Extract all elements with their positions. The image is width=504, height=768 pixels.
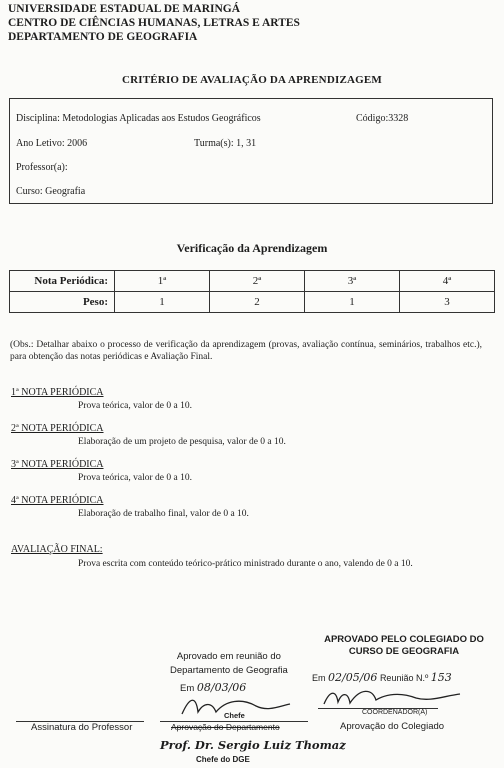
observation-text: (Obs.: Detalhar abaixo o processo de verificação da aprendizagem (provas, avaliação contínua, seminários, trabalhos etc.), para obtenção das notas periódicas e Avaliação Final. — [10, 340, 482, 362]
nota-4-desc: Elaboração de trabalho final, valor de 0 a 10. — [78, 509, 249, 519]
peso-4: 3 — [400, 292, 495, 313]
codigo: Código:3328 — [356, 113, 409, 124]
coordenador-label: COORDENADOR(A) — [362, 709, 428, 716]
nota-4: 4ª — [400, 271, 495, 292]
depto-line-2: Departamento de Geografia — [170, 665, 288, 676]
document-title: CRITÉRIO DE AVALIAÇÃO DA APRENDIZAGEM — [121, 74, 383, 86]
nota-3-title: 3ª NOTA PERIÓDICA — [11, 459, 104, 470]
depto-em: Em — [180, 683, 195, 694]
colegiado-signature — [320, 686, 470, 710]
aprovacao-depto-label: Aprovação do Departamento — [171, 722, 280, 732]
turma: Turma(s): 1, 31 — [194, 138, 257, 149]
depto-line-1: Aprovado em reunião do — [176, 651, 281, 662]
nota-2-desc: Elaboração de um projeto de pesquisa, valor de 0 a 10. — [78, 437, 286, 447]
colegiado-date: 02/05/06 — [328, 671, 378, 684]
chefe-dge-label: Chefe do DGE — [196, 755, 250, 764]
table-row — [10, 292, 495, 313]
final-title: AVALIAÇÃO FINAL: — [11, 544, 103, 555]
nota-1-title: 1ª NOTA PERIÓDICA — [11, 387, 104, 398]
nota-3: 3ª — [305, 271, 400, 292]
final-desc: Prova escrita com conteúdo teórico-prático ministrado durante o ano, valendo de 0 a 10. — [78, 559, 413, 569]
peso-label: Peso: — [10, 292, 115, 313]
colegiado-title-2: CURSO DE GEOGRAFIA — [348, 646, 460, 657]
disciplina: Disciplina: Metodologias Aplicadas aos Estudos Geográficos — [16, 113, 261, 124]
curso: Curso: Geografia — [16, 186, 86, 197]
colegiado-date-row — [312, 671, 452, 684]
assinatura-professor-label: Assinatura do Professor — [31, 722, 133, 733]
colegiado-reuniao: Reunião N.º — [379, 673, 429, 683]
colegiado-stamp — [314, 634, 494, 658]
peso-1: 1 — [115, 292, 210, 313]
nota-2-title: 2ª NOTA PERIÓDICA — [11, 423, 104, 434]
depto-date: 08/03/06 — [196, 681, 247, 694]
nota-3-desc: Prova teórica, valor de 0 a 10. — [78, 473, 192, 483]
course-info-box — [9, 98, 493, 204]
ano-letivo: Ano Letivo: 2006 — [16, 138, 88, 149]
depto-date-row — [180, 681, 246, 694]
peso-2: 2 — [210, 292, 305, 313]
grades-table — [9, 270, 495, 313]
colegiado-em: Em — [312, 673, 326, 683]
nota-label: Nota Periódica: — [10, 271, 115, 292]
nota-2: 2ª — [210, 271, 305, 292]
aprovacao-colegiado-label: Aprovação do Colegiado — [340, 721, 445, 732]
center-name: CENTRO DE CIÊNCIAS HUMANAS, LETRAS E ARTES — [8, 17, 300, 29]
institution-header — [8, 2, 300, 44]
departamento-stamp — [170, 650, 288, 678]
nota-1-desc: Prova teórica, valor de 0 a 10. — [78, 401, 192, 411]
department-name: DEPARTAMENTO DE GEOGRAFIA — [8, 31, 198, 43]
peso-3: 1 — [305, 292, 400, 313]
colegiado-title-1: APROVADO PELO COLEGIADO DO — [324, 634, 484, 645]
nota-4-title: 4ª NOTA PERIÓDICA — [11, 495, 104, 506]
university-name: UNIVERSIDADE ESTADUAL DE MARINGÁ — [8, 3, 241, 15]
colegiado-reuniao-num: 153 — [430, 671, 452, 684]
table-row — [10, 271, 495, 292]
professor: Professor(a): — [16, 162, 68, 173]
professor-name: Prof. Dr. Sergio Luiz Thomaz — [160, 738, 346, 752]
chefe-label: Chefe — [224, 711, 245, 720]
section-title: Verificação da Aprendizagem — [176, 241, 328, 255]
nota-1: 1ª — [115, 271, 210, 292]
